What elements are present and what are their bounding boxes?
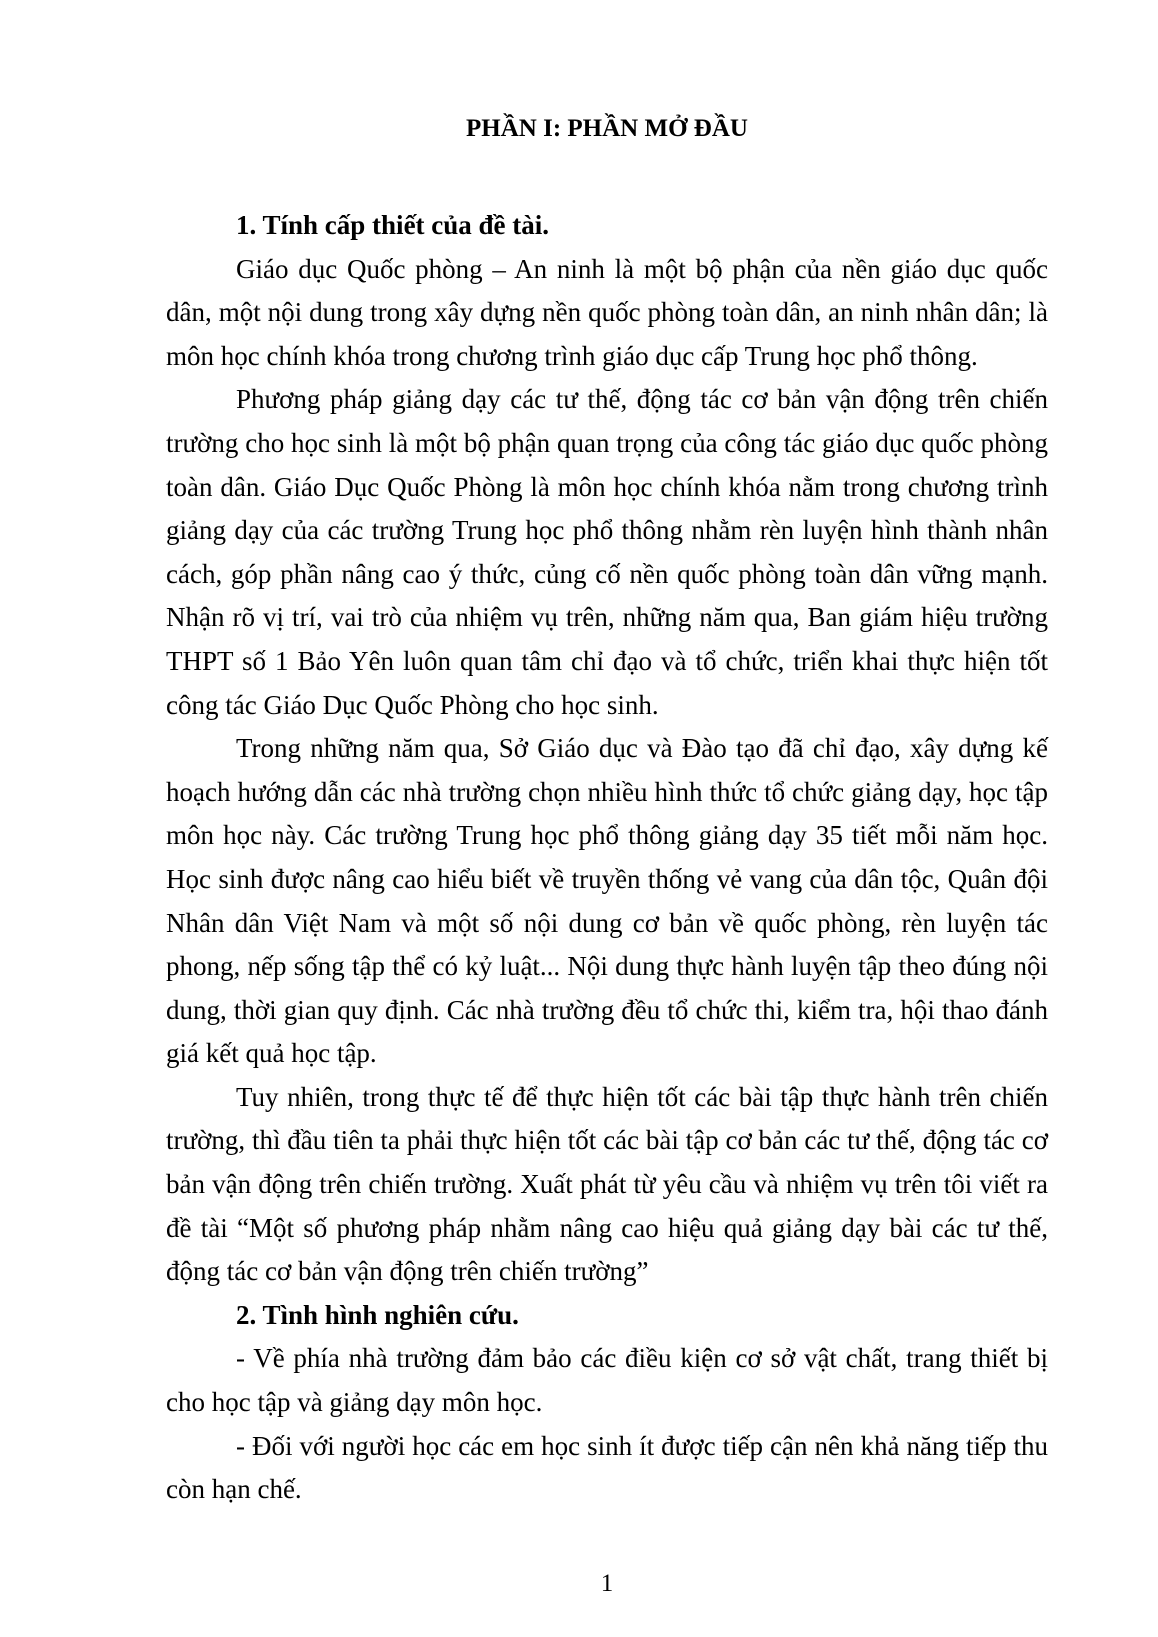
- document-body: [166, 204, 1048, 1512]
- page-number: 1: [600, 1570, 614, 1597]
- section-1-paragraph-1: Giáo dục Quốc phòng – An ninh là một bộ phận của nền giáo dục quốc dân, một nội dung trong xây dựng nền quốc phòng toàn dân, an ninh nhân dân; là môn học chính khóa trong chương trình giáo dục cấp Trung học phổ thông.: [166, 253, 1048, 371]
- section-1-paragraph-3: Trong những năm qua, Sở Giáo dục và Đào tạo đã chỉ đạo, xây dựng kế hoạch hướng dẫn các nhà trường chọn nhiều hình thức tổ chức giảng dạy, học tập môn học này. Các trường Trung học phổ thông giảng dạy 35 tiết mỗi năm học. Học sinh được nâng cao hiểu biết về truyền thống vẻ vang của dân tộc, Quân đội Nhân dân Việt Nam và một số nội dung cơ bản về quốc phòng, rèn luyện tác phong, nếp sống tập thể có kỷ luật... Nội dung thực hành luyện tập theo đúng nội dung, thời gian quy định. Các nhà trường đều tổ chức thi, kiểm tra, hội thao đánh giá kết quả học tập.: [166, 733, 1048, 1069]
- part-title: PHẦN I: PHẦN MỞ ĐẦU: [466, 115, 748, 142]
- section-2-paragraph-1: - Về phía nhà trường đảm bảo các điều kiện cơ sở vật chất, trang thiết bị cho học tập và giảng dạy môn học.: [166, 1343, 1048, 1418]
- section-1-paragraph-2: Phương pháp giảng dạy các tư thế, động tác cơ bản vận động trên chiến trường cho học sinh là một bộ phận quan trọng của công tác giáo dục quốc phòng toàn dân. Giáo Dục Quốc Phòng là môn học chính khóa nằm trong chương trình giảng dạy của các trường Trung học phổ thông nhằm rèn luyện hình thành nhân cách, góp phần nâng cao ý thức, củng cố nền quốc phòng toàn dân vững mạnh. Nhận rõ vị trí, vai trò của nhiệm vụ trên, những năm qua, Ban giám hiệu trường THPT số 1 Bảo Yên luôn quan tâm chỉ đạo và tổ chức, triển khai thực hiện tốt công tác Giáo Dục Quốc Phòng cho học sinh.: [166, 384, 1048, 720]
- document-page: [166, 0, 1048, 1637]
- section-2-paragraph-2: - Đối với người học các em học sinh ít được tiếp cận nên khả năng tiếp thu còn hạn chế.: [166, 1430, 1048, 1505]
- section-2-heading: 2. Tình hình nghiên cứu.: [236, 1299, 519, 1330]
- section-1-paragraph-4: Tuy nhiên, trong thực tế để thực hiện tốt các bài tập thực hành trên chiến trường, thì đầu tiên ta phải thực hiện tốt các bài tập cơ bản các tư thế, động tác cơ bản vận động trên chiến trường. Xuất phát từ yêu cầu và nhiệm vụ trên tôi viết ra đề tài “Một số phương pháp nhằm nâng cao hiệu quả giảng dạy bài các tư thế, động tác cơ bản vận động trên chiến trường”: [166, 1081, 1048, 1287]
- section-1-heading: 1. Tính cấp thiết của đề tài.: [236, 210, 550, 240]
